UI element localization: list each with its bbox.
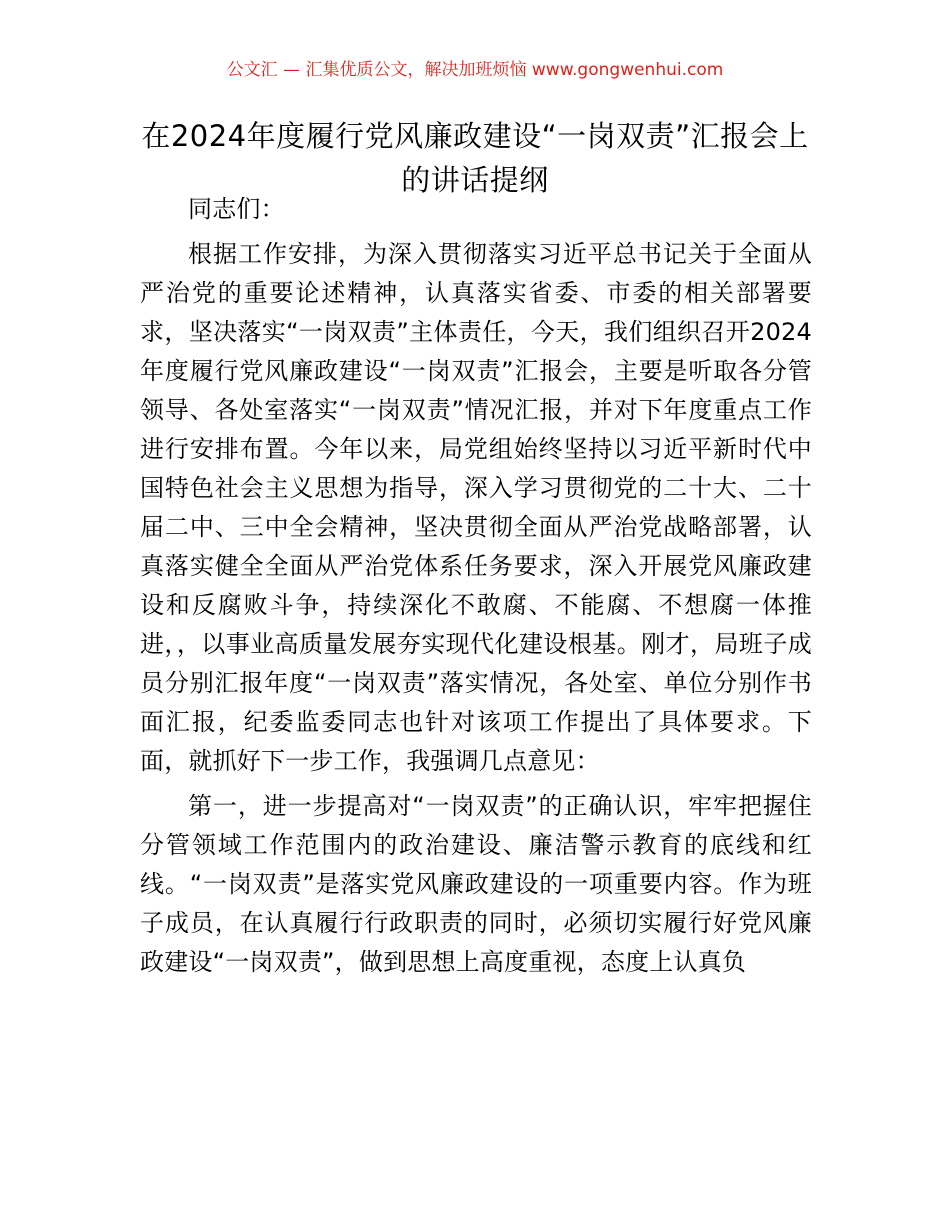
site-header-banner: 公文汇 — 汇集优质公文，解决加班烦恼 www.gongwenhui.com bbox=[226, 60, 724, 80]
document-body bbox=[140, 190, 812, 988]
salutation: 同志们： bbox=[188, 195, 285, 223]
paragraph-intro: 根据工作安排，为深入贯彻落实习近平总书记关于全面从严治党的重要论述精神，认真落实省委、市委的相关部署要求，坚决落实“一岗双责”主体责任，今天，我们组织召开2024年度履行党风廉政建设“一岗双责”汇报会，主要是听取各分管领导、各处室落实“一岗双责”情况汇报，并对下年度重点工作进行安排布置。今年以来，局党组始终坚持以习近平新时代中国特色社会主义思想为指导，深入学习贯彻党的二十大、二十届二中、三中全会精神，坚决贯彻全面从严治党战略部署，认真落实健全全面从严治党体系任务要求，深入开展党风廉政建设和反腐败斗争，持续深化不敢腐、不能腐、不想腐一体推进，，以事业高质量发展夯实现代化建设根基。刚才，局班子成员分别汇报年度“一岗双责”落实情况，各处室、单位分别作书面汇报，纪委监委同志也针对该项工作提出了具体要求。下面，就抓好下一步工作，我强调几点意见： bbox=[140, 240, 812, 775]
paragraph-first-point: 第一，进一步提高对“一岗双责”的正确认识，牢牢把握住分管领域工作范围内的政治建设、廉洁警示教育的底线和红线。“一岗双责”是落实党风廉政建设的一项重要内容。作为班子成员，在认真履行行政职责的同时，必须切实履行好党风廉政建设“一岗双责”，做到思想上高度重视，态度上认真负 bbox=[140, 792, 812, 976]
document-title: 在2024年度履行党风廉政建设“一岗双责”汇报会上的讲话提纲 bbox=[141, 119, 809, 197]
